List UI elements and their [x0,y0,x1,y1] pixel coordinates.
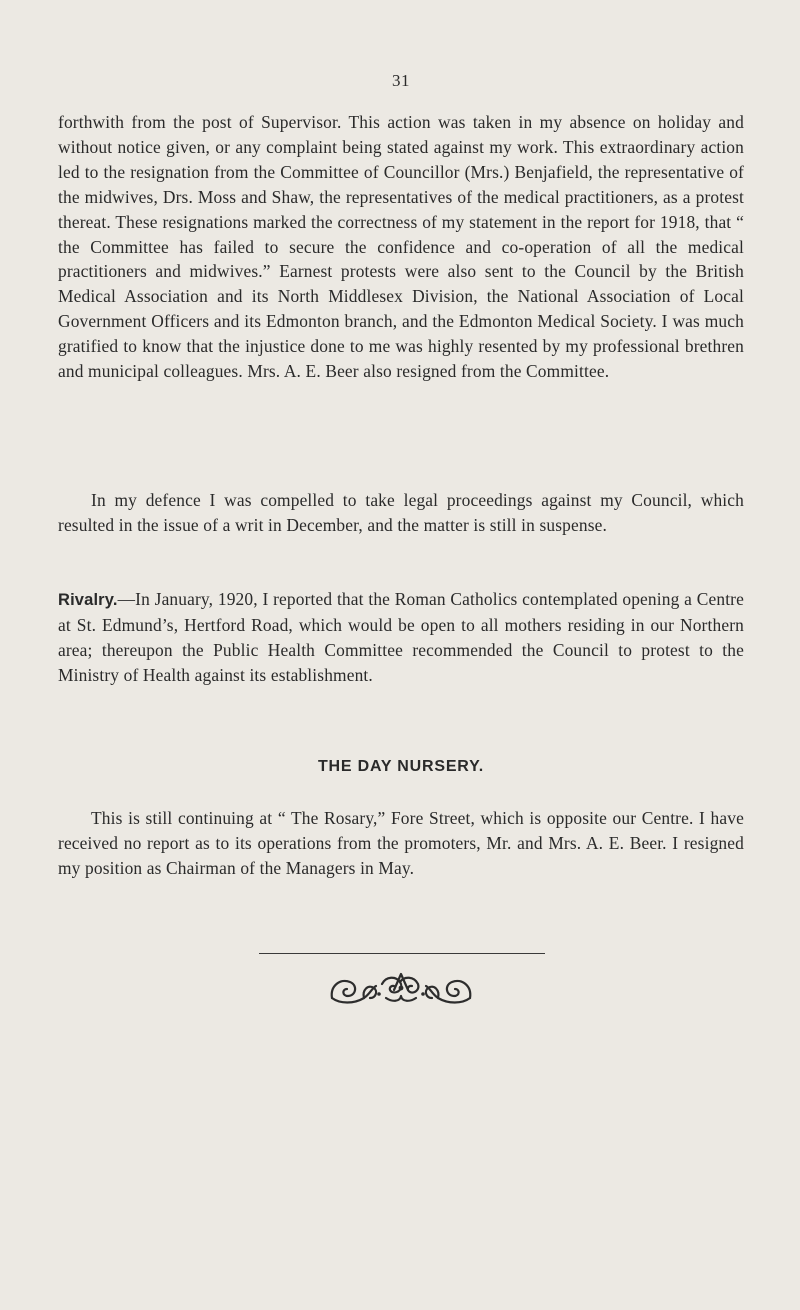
paragraph-rivalry [58,587,744,688]
paragraph-legal-proceedings: In my defence I was compelled to take legal proceedings against my Council, which resulted in the issue of a writ in December, and the matter is still in suspense. [58,490,744,535]
section-heading-day-nursery: THE DAY NURSERY. [317,758,485,775]
closing-ornament-icon [326,968,476,1010]
paragraph-supervisor-dismissal: forthwith from the post of Supervisor. This action was taken in my absence on holiday and without notice given, or any complaint being stated against my work. This extraordinary action led to the resignation from the Committee of Councillor (Mrs.) Benjafield, the representative of the midwives, Drs. Moss and Shaw, the representatives of the medical practitioners, as a protest thereat. These resignations marked the correctness of my statement in the report for 1918, that “ the Committee has failed to secure the confidence and co-operation of all the medical practitioners and midwives.” Earnest protests were also sent to the Council by the British Medical Association and its North Middlesex Division, the National Association of Local Government Officers and its Edmonton branch, and the Edmonton Medical Society. I was much gratified to know that the injustice done to me was highly resented by my professional brethren and municipal colleagues. Mrs. A. E. Beer also resigned from the Committee. [58,112,744,382]
paragraph-day-nursery: This is still continuing at “ The Rosary,” Fore Street, which is opposite our Centre. I have received no report as to its operations from the promoters, Mr. and Mrs. A. E. Beer. I resigned my position as Chairman of the Managers in May. [58,808,744,878]
closing-rule [259,953,545,954]
page-number: 31 [392,71,410,90]
rivalry-text: —In January, 1920, I reported that the Roman Catholics contemplated opening a Centre at St. Edmund’s, Hertford Road, which would be open to all mothers residing in our Northern area; thereupon the Public Health Committee recommended the Council to protest to the Ministry of Health against its establishment. [58,589,744,685]
rivalry-heading: Rivalry. [58,591,118,609]
